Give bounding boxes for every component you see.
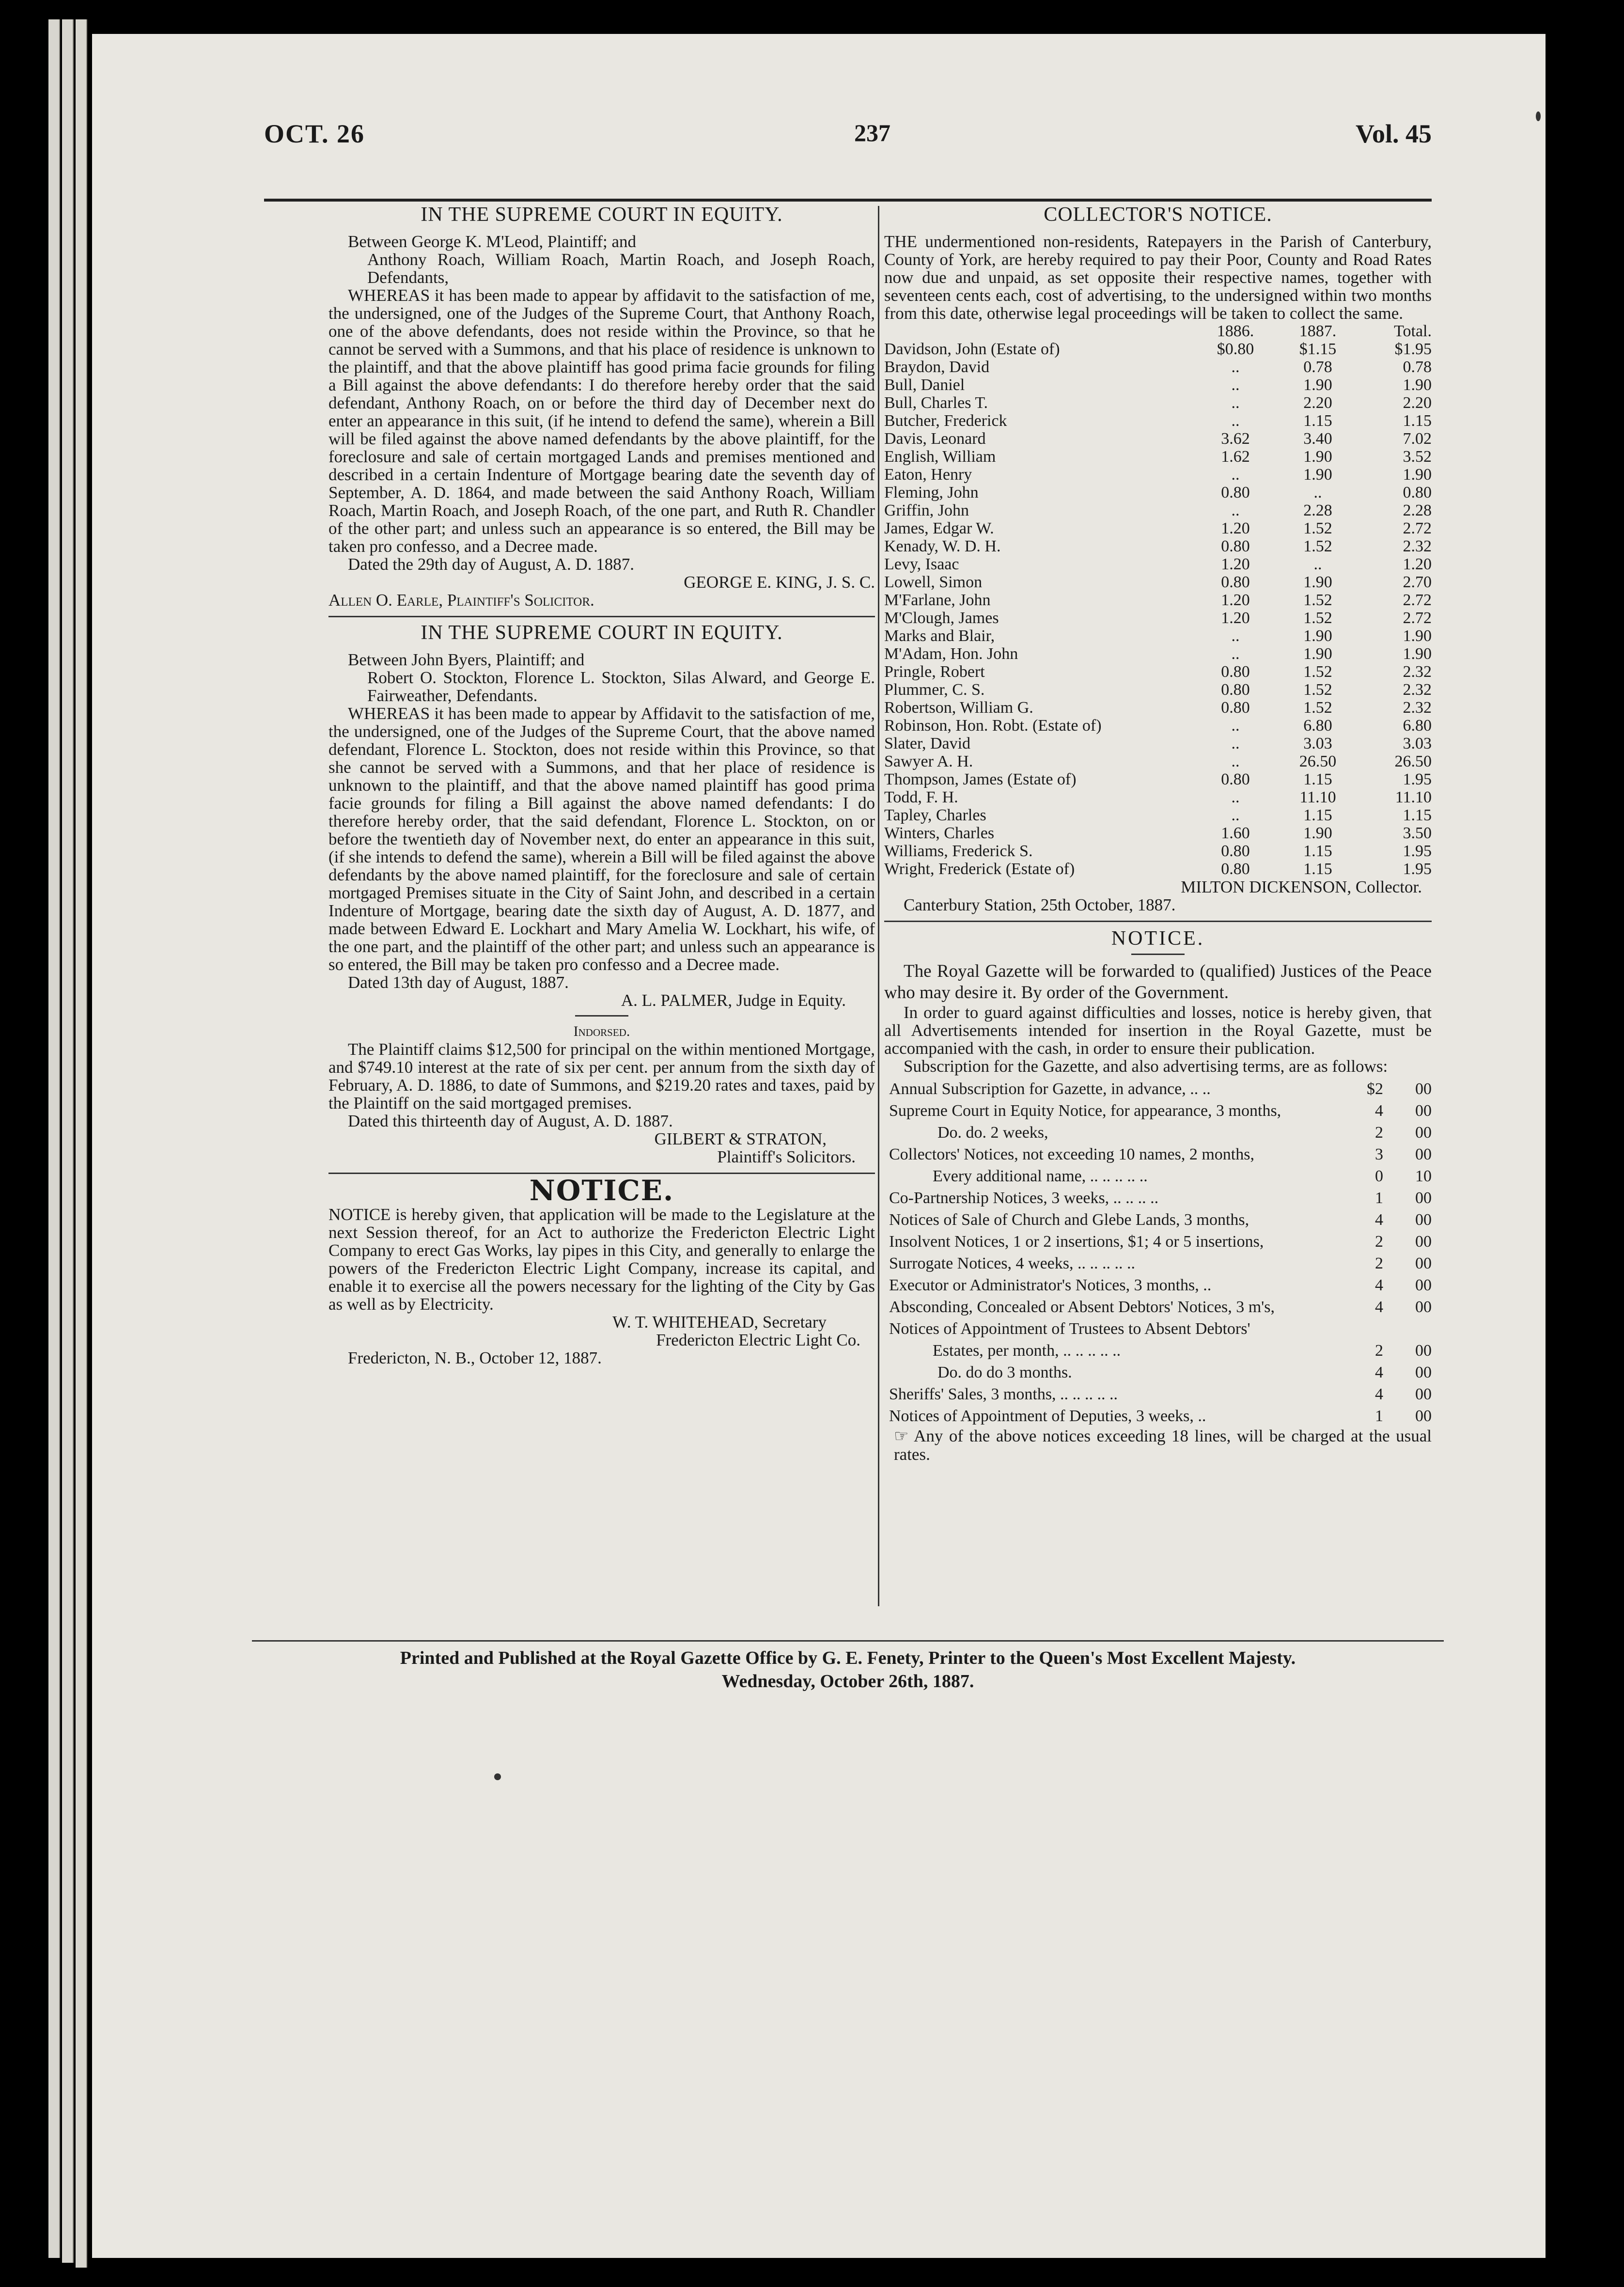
- cell-y1886: 3.62: [1221, 430, 1250, 448]
- cell-total: 2.72: [1403, 591, 1432, 609]
- notice-body: WHEREAS it has been made to appear by affidavit to the satisfaction of me, the undersigned, one of the Judges of the Supreme Court, that Anthony Roach, one of the above defendants, does not reside within the Province, so that he cannot be served with a Summons, and that his place of residence is unknown to the plaintiff, and that the above plaintiff has good prima facie grounds for filing a Bill against the above defendants: I do therefore hereby order that the said defendant, Anthony Roach, on or before the third day of December next do enter an appearance in this suit, (if he intend to defend the same), wherein a Bill will be filed against the above named defendants by the above plaintiff, for the foreclosure and sale of certain mortgaged Lands and premises mentioned and described in a certain Indenture of Mortgage bearing date the seventh day of September, A. D. 1864, and made between the said Anthony Roach, William Roach, Martin Roach, and Joseph Roach, of the one part, and Ruth R. Chandler of the other part; and unless such an appearance is so entered, the Bill may be taken pro confesso, and a Decree made.: [328, 286, 875, 556]
- table-row: [884, 627, 1432, 645]
- notice-dated: Dated 13th day of August, 1887.: [348, 973, 569, 992]
- cell-name: Thompson, James (Estate of): [884, 770, 1077, 788]
- pointing-hand-icon: ☞: [894, 1427, 909, 1445]
- cell-name: Bull, Daniel: [884, 376, 965, 394]
- rate-dollars: 2: [1375, 1233, 1383, 1251]
- cell-total: 1.90: [1403, 466, 1432, 484]
- cell-total: 1.90: [1403, 645, 1432, 663]
- cell-y1887: 1.90: [1303, 448, 1332, 466]
- cell-y1886: ..: [1231, 717, 1240, 735]
- rate-cents: 00: [1415, 1124, 1432, 1142]
- cell-total: 2.20: [1403, 394, 1432, 412]
- cell-total: 2.28: [1403, 501, 1432, 519]
- rate-cents: 00: [1415, 1233, 1432, 1251]
- cell-y1887: 1.52: [1303, 681, 1332, 699]
- cell-total: 11.10: [1395, 788, 1432, 806]
- cell-y1886: 1.20: [1221, 609, 1250, 627]
- table-row: [884, 394, 1432, 412]
- right-column: [884, 206, 1432, 1463]
- collector-signer: MILTON DICKENSON, Collector.: [1181, 877, 1422, 896]
- cell-y1887: 1.15: [1303, 842, 1332, 860]
- cell-name: Todd, F. H.: [884, 788, 958, 806]
- cell-total: 2.70: [1403, 573, 1432, 591]
- notice-judge: GEORGE E. KING, J. S. C.: [684, 573, 875, 592]
- rate-row: [884, 1231, 1432, 1253]
- cell-y1886: 0.80: [1221, 770, 1250, 788]
- cell-name: Williams, Frederick S.: [884, 842, 1033, 860]
- rate-desc: Do. do. 2 weeks,: [937, 1124, 1048, 1142]
- cell-y1886: ..: [1231, 735, 1240, 752]
- cell-y1887: 2.28: [1303, 501, 1332, 519]
- page-number: 237: [854, 119, 890, 146]
- rate-desc: Estates, per month, .. .. .. .. ..: [933, 1342, 1121, 1360]
- rate-desc: Annual Subscription for Gazette, in advance, .. ..: [889, 1080, 1211, 1098]
- cell-y1886: 1.20: [1221, 519, 1250, 537]
- cell-y1887: 1.15: [1303, 806, 1332, 824]
- rate-desc: Every additional name, .. .. .. .. ..: [933, 1167, 1148, 1185]
- rate-desc: Executor or Administrator's Notices, 3 months, ..: [889, 1276, 1212, 1294]
- cell-name: M'Farlane, John: [884, 591, 991, 609]
- table-row: [884, 717, 1432, 735]
- cell-y1886: 0.80: [1221, 484, 1250, 501]
- table-row: [884, 555, 1432, 573]
- notice-dated: Dated the 29th day of August, A. D. 1887.: [348, 555, 635, 574]
- table-row: [884, 681, 1432, 699]
- table-row: [884, 860, 1432, 878]
- rate-desc: Notices of Appointment of Deputies, 3 weeks, ..: [889, 1407, 1206, 1425]
- notice-signer: GILBERT & STRATON,: [654, 1129, 827, 1148]
- rate-desc: Insolvent Notices, 1 or 2 insertions, $1; 4 or 5 insertions,: [889, 1233, 1264, 1251]
- cell-y1887: 6.80: [1303, 717, 1332, 735]
- table-row: [884, 699, 1432, 717]
- rate-dollars: 3: [1375, 1145, 1383, 1163]
- cell-y1886: 0.80: [1221, 860, 1250, 878]
- notice-paragraph: The Royal Gazette will be forwarded to (qualified) Justices of the Peace who may desire it. By order of the Government.: [884, 961, 1432, 1003]
- cell-y1886: 1.60: [1221, 824, 1250, 842]
- rate-dollars: 2: [1375, 1342, 1383, 1360]
- rate-row: [884, 1209, 1432, 1231]
- column-header: 1886.: [1217, 322, 1254, 340]
- ink-speck: [1536, 111, 1541, 121]
- cell-y1887: 1.90: [1303, 824, 1332, 842]
- cell-total: 7.02: [1403, 430, 1432, 448]
- rate-row: [884, 1122, 1432, 1144]
- footer-rule: [252, 1640, 1444, 1642]
- rate-dollars: 4: [1375, 1276, 1383, 1294]
- cell-y1887: $1.15: [1299, 340, 1337, 358]
- rate-dollars: [1340, 1318, 1383, 1340]
- rate-rows: [884, 1078, 1432, 1427]
- cell-total: 2.72: [1403, 609, 1432, 627]
- cell-y1887: 1.90: [1303, 573, 1332, 591]
- cell-y1887: 1.52: [1303, 699, 1332, 717]
- rate-cents: 00: [1415, 1298, 1432, 1316]
- page-edge: [62, 19, 74, 2263]
- cell-y1886: ..: [1231, 358, 1240, 376]
- cell-total: 26.50: [1394, 752, 1432, 770]
- notice-body: WHEREAS it has been made to appear by Affidavit to the satisfaction of me, the undersigned, one of the Judges of the Supreme Court, that the above named defendant, Florence L. Stockton, does not reside within this Province, so that she cannot be served with a Summons, and that her place of residence is unknown to the plaintiff, and that the above named plaintiff has good prima facie grounds for filing a Bill against the above named defendants: I do therefore hereby order, that the said defendant, Florence L. Stockton, on or before the twentieth day of November next, do enter an appearance in this suit, (if she intends to defend the same), wherein a Bill will be filed against the above defendants by the above named plaintiff, for the foreclosure and sale of certain mortgaged Premises situate in the City of Saint John, and described in a certain Indenture of Mortgage, bearing date the sixth day of August, A. D. 1877, and made between Edward E. Lockhart and Mary Amelia W. Lockhart, his wife, of the one part, and the plaintiff of the other part; and unless such an appearance is so entered, the Bill may be taken pro confesso and a Decree made.: [328, 704, 875, 974]
- rate-cents: 00: [1415, 1211, 1432, 1229]
- rate-cents: 00: [1415, 1254, 1432, 1272]
- cell-name: Tapley, Charles: [884, 806, 986, 824]
- cell-name: Griffin, John: [884, 501, 969, 519]
- table-row: [884, 609, 1432, 627]
- cell-name: M'Clough, James: [884, 609, 999, 627]
- rate-dollars: 4: [1375, 1298, 1383, 1316]
- rate-row: [884, 1253, 1432, 1274]
- cell-y1887: 3.03: [1303, 735, 1332, 752]
- ink-speck: [494, 1773, 501, 1780]
- table-row: [884, 412, 1432, 430]
- rate-row: [884, 1100, 1432, 1122]
- rate-row: [884, 1405, 1432, 1427]
- cell-y1886: ..: [1231, 645, 1240, 663]
- cell-name: Fleming, John: [884, 484, 979, 501]
- left-column: [328, 206, 875, 1367]
- rate-desc: Supreme Court in Equity Notice, for appearance, 3 months,: [889, 1102, 1281, 1120]
- cell-name: Davis, Leonard: [884, 430, 986, 448]
- cell-total: 6.80: [1403, 717, 1432, 735]
- cell-total: $1.95: [1394, 340, 1432, 358]
- column-rule: [878, 206, 879, 1606]
- rate-desc: Notices of Sale of Church and Glebe Lands, 3 months,: [889, 1211, 1249, 1229]
- rate-row: [884, 1274, 1432, 1296]
- table-row: [884, 340, 1432, 358]
- cell-y1886: ..: [1231, 627, 1240, 645]
- collector-title: COLLECTOR'S NOTICE.: [1044, 204, 1272, 226]
- cell-name: Bull, Charles T.: [884, 394, 988, 412]
- cell-total: 1.20: [1403, 555, 1432, 573]
- notice-paragraph: In order to guard against difficulties and losses, notice is hereby given, that all Advertisements intended for insertion in the Royal Gazette, must be accompanied with the cash, in order to ensure their publication.: [884, 1003, 1432, 1058]
- cell-total: 2.32: [1403, 681, 1432, 699]
- cell-y1887: 1.90: [1303, 376, 1332, 394]
- cell-y1886: 0.80: [1221, 681, 1250, 699]
- table-row: [884, 752, 1432, 770]
- rate-cents: [1383, 1318, 1432, 1340]
- rate-cents: 00: [1415, 1363, 1432, 1381]
- cell-y1886: 0.80: [1221, 537, 1250, 555]
- rate-desc: Co-Partnership Notices, 3 weeks, .. .. .. ..: [889, 1189, 1159, 1207]
- cell-total: 1.90: [1403, 376, 1432, 394]
- rate-cents: 00: [1415, 1145, 1432, 1163]
- cell-total: 3.52: [1403, 448, 1432, 466]
- cell-y1887: 1.15: [1303, 412, 1332, 430]
- cell-y1887: 2.20: [1303, 394, 1332, 412]
- column-header: Total.: [1394, 322, 1432, 340]
- cell-total: 2.32: [1403, 537, 1432, 555]
- cell-name: Levy, Isaac: [884, 555, 959, 573]
- rate-desc: Notices of Appointment of Trustees to Absent Debtors': [889, 1320, 1250, 1338]
- cell-y1886: ..: [1231, 788, 1240, 806]
- cell-name: Davidson, John (Estate of): [884, 340, 1060, 358]
- notice-signer: W. T. WHITEHEAD, Secretary: [612, 1313, 827, 1331]
- column-header: 1887.: [1299, 322, 1337, 340]
- notice-signer: Fredericton Electric Light Co.: [656, 1331, 860, 1349]
- cell-y1886: ..: [1231, 806, 1240, 824]
- notice-paragraph: Subscription for the Gazette, and also advertising terms, are as follows:: [904, 1057, 1388, 1076]
- rate-row: [884, 1078, 1432, 1100]
- table-row: [884, 537, 1432, 555]
- notice-place: Fredericton, N. B., October 12, 1887.: [348, 1348, 602, 1367]
- footnote-text: Any of the above notices exceeding 18 lines, will be charged at the usual rates.: [894, 1426, 1432, 1464]
- cell-y1887: 1.52: [1303, 663, 1332, 681]
- header-rule: [264, 199, 1432, 202]
- cell-total: 0.80: [1403, 484, 1432, 501]
- cell-y1886: ..: [1231, 752, 1240, 770]
- cell-y1886: 1.20: [1221, 591, 1250, 609]
- rate-dollars: 2: [1375, 1124, 1383, 1142]
- collector-place: Canterbury Station, 25th October, 1887.: [904, 895, 1176, 914]
- rate-cents: 00: [1415, 1102, 1432, 1120]
- page-header: [264, 119, 1432, 162]
- table-row: [884, 663, 1432, 681]
- rate-row: [884, 1383, 1432, 1405]
- rate-desc: Do. do do 3 months.: [937, 1363, 1072, 1381]
- cell-y1886: ..: [1231, 501, 1240, 519]
- rate-row: [884, 1165, 1432, 1187]
- cell-y1886: 0.80: [1221, 663, 1250, 681]
- notice-parties: Between John Byers, Plaintiff; and: [348, 650, 585, 669]
- imprint-line: Printed and Published at the Royal Gazette Office by G. E. Fenety, Printer to the Queen's Most Excellent Majesty.: [400, 1648, 1296, 1668]
- cell-y1887: 1.52: [1303, 591, 1332, 609]
- cell-y1887: 11.10: [1299, 788, 1336, 806]
- rate-desc: Surrogate Notices, 4 weeks, .. .. .. .. ..: [889, 1254, 1136, 1272]
- rate-row: [884, 1187, 1432, 1209]
- cell-name: M'Adam, Hon. John: [884, 645, 1018, 663]
- cell-name: English, William: [884, 448, 996, 466]
- table-row: [884, 358, 1432, 376]
- page-edge: [48, 19, 60, 2258]
- cell-y1887: ..: [1313, 484, 1322, 501]
- notice-separator: [884, 921, 1432, 922]
- cell-name: Butcher, Frederick: [884, 412, 1007, 430]
- cell-name: Eaton, Henry: [884, 466, 972, 484]
- cell-y1887: 0.78: [1303, 358, 1332, 376]
- cell-name: Lowell, Simon: [884, 573, 983, 591]
- notice-dated: Dated this thirteenth day of August, A. D. 1887.: [348, 1112, 673, 1130]
- notice-separator: [328, 616, 875, 617]
- rate-dollars: 2: [1375, 1254, 1383, 1272]
- page-edge: [76, 19, 87, 2268]
- table-row: [884, 484, 1432, 501]
- table-row: [884, 430, 1432, 448]
- table-row: [884, 806, 1432, 824]
- table-row: [884, 591, 1432, 609]
- rate-dollars: 1: [1375, 1407, 1383, 1425]
- cell-name: Sawyer A. H.: [884, 752, 973, 770]
- rate-dollars: 0: [1375, 1167, 1383, 1185]
- indorsed-body: The Plaintiff claims $12,500 for principal on the within mentioned Mortgage, and $749.10 interest at the rate of six per cent. per annum from the sixth day of February, A. D. 1886, to date of Summons, and $219.20 rates and taxes, paid by the Plaintiff on the said mortgaged premises.: [328, 1040, 875, 1112]
- cell-y1886: $0.80: [1217, 340, 1254, 358]
- rate-desc: Collectors' Notices, not exceeding 10 names, 2 months,: [889, 1145, 1254, 1163]
- table-row: [884, 770, 1432, 788]
- rate-row: [884, 1144, 1432, 1165]
- notice-judge: A. L. PALMER, Judge in Equity.: [621, 991, 846, 1010]
- cell-total: 3.50: [1403, 824, 1432, 842]
- cell-name: Winters, Charles: [884, 824, 995, 842]
- cell-y1887: 1.52: [1303, 537, 1332, 555]
- cell-y1887: 1.15: [1303, 770, 1332, 788]
- cell-total: 3.03: [1403, 735, 1432, 752]
- cell-total: 0.78: [1403, 358, 1432, 376]
- table-row: [884, 735, 1432, 752]
- cell-name: Slater, David: [884, 735, 971, 752]
- table-row: [884, 645, 1432, 663]
- cell-total: 1.95: [1403, 860, 1432, 878]
- cell-total: 1.90: [1403, 627, 1432, 645]
- notice-body: NOTICE is hereby given, that application will be made to the Legislature at the next Session thereof, for an Act to authorize the Fredericton Electric Light Company to erect Gas Works, lay pipes in this City, and generally to enlarge the powers of the Fredericton Electric Light Company, increase its capital, and enable it to exercise all the powers necessary for the lighting of the City by Gas as well as by Electricity.: [328, 1205, 875, 1314]
- cell-y1886: 1.20: [1221, 555, 1250, 573]
- collector-rows: [884, 340, 1432, 878]
- collector-table: [884, 322, 1432, 878]
- cell-y1887: 1.90: [1303, 645, 1332, 663]
- notice-title: IN THE SUPREME COURT IN EQUITY.: [421, 204, 783, 226]
- cell-y1887: 1.52: [1303, 519, 1332, 537]
- table-row: [884, 842, 1432, 860]
- cell-total: 1.95: [1403, 842, 1432, 860]
- rate-dollars: 4: [1375, 1211, 1383, 1229]
- table-row: [884, 376, 1432, 394]
- cell-total: 1.95: [1403, 770, 1432, 788]
- notice-title: NOTICE.: [1111, 927, 1205, 950]
- notice-solicitor: Allen O. Earle, Plaintiff's Solicitor.: [328, 591, 594, 610]
- cell-name: Marks and Blair,: [884, 627, 995, 645]
- rate-dollars: 1: [1375, 1189, 1383, 1207]
- table-row: [884, 501, 1432, 519]
- short-rule: [575, 1015, 628, 1017]
- rate-row: [884, 1318, 1432, 1340]
- cell-y1886: ..: [1231, 376, 1240, 394]
- cell-y1887: 3.40: [1303, 430, 1332, 448]
- rate-cents: 00: [1415, 1189, 1432, 1207]
- notice-parties: Between George K. M'Leod, Plaintiff; and: [348, 232, 637, 251]
- rate-cents: 00: [1415, 1080, 1432, 1098]
- cell-y1887: 1.15: [1303, 860, 1332, 878]
- cell-y1886: ..: [1231, 466, 1240, 484]
- cell-y1887: ..: [1313, 555, 1322, 573]
- short-rule: [1131, 954, 1185, 955]
- rate-cents: 00: [1415, 1407, 1432, 1425]
- rates-footnote: [884, 1427, 1432, 1463]
- table-row: [884, 448, 1432, 466]
- cell-y1886: 0.80: [1221, 573, 1250, 591]
- cell-name: Robinson, Hon. Robt. (Estate of): [884, 717, 1102, 735]
- notice-signer: Plaintiff's Solicitors.: [717, 1147, 856, 1166]
- rate-desc: Sheriffs' Sales, 3 months, .. .. .. .. ..: [889, 1385, 1118, 1403]
- rate-cents: 10: [1415, 1167, 1432, 1185]
- rate-dollars: $2: [1367, 1080, 1383, 1098]
- rate-desc: Absconding, Concealed or Absent Debtors' Notices, 3 m's,: [889, 1298, 1275, 1316]
- cell-y1886: 0.80: [1221, 699, 1250, 717]
- imprint: [252, 1646, 1444, 1693]
- table-header: [884, 322, 1432, 340]
- header-date: OCT. 26: [264, 119, 365, 148]
- notice-title: NOTICE.: [529, 1174, 674, 1207]
- rate-cents: 00: [1415, 1276, 1432, 1294]
- rate-dollars: 4: [1375, 1363, 1383, 1381]
- notice-parties: Anthony Roach, William Roach, Martin Roach, and Joseph Roach, Defendants,: [367, 250, 875, 287]
- cell-y1887: 1.90: [1303, 466, 1332, 484]
- cell-y1886: ..: [1231, 394, 1240, 412]
- cell-y1886: 0.80: [1221, 842, 1250, 860]
- collector-intro: THE undermentioned non-residents, Ratepayers in the Parish of Canterbury, County of York, are hereby required to pay their Poor, County and Road Rates now due and unpaid, as set opposite their respective names, together with seventeen cents each, cost of advertising, to the undersigned within two months from this date, otherwise legal proceedings will be taken to collect the same.: [884, 232, 1432, 323]
- cell-y1887: 1.90: [1303, 627, 1332, 645]
- cell-total: 1.15: [1403, 806, 1432, 824]
- cell-name: Kenady, W. D. H.: [884, 537, 1001, 555]
- rate-row: [884, 1296, 1432, 1318]
- cell-name: Plummer, C. S.: [884, 681, 985, 699]
- cell-total: 1.15: [1403, 412, 1432, 430]
- rate-dollars: 4: [1375, 1385, 1383, 1403]
- rate-cents: 00: [1415, 1342, 1432, 1360]
- rate-dollars: 4: [1375, 1102, 1383, 1120]
- table-row: [884, 824, 1432, 842]
- table-row: [884, 788, 1432, 806]
- cell-total: 2.72: [1403, 519, 1432, 537]
- cell-y1886: ..: [1231, 412, 1240, 430]
- cell-name: Braydon, David: [884, 358, 990, 376]
- cell-total: 2.32: [1403, 663, 1432, 681]
- cell-y1887: 1.52: [1303, 609, 1332, 627]
- cell-y1886: 1.62: [1221, 448, 1250, 466]
- notice-title: IN THE SUPREME COURT IN EQUITY.: [421, 622, 783, 644]
- cell-total: 2.32: [1403, 699, 1432, 717]
- rate-row: [884, 1340, 1432, 1362]
- cell-name: James, Edgar W.: [884, 519, 994, 537]
- notice-parties: Robert O. Stockton, Florence L. Stockton, Silas Alward, and George E. Fairweather, Defendants.: [367, 668, 875, 705]
- cell-name: Pringle, Robert: [884, 663, 985, 681]
- volume-number: Vol. 45: [1355, 119, 1432, 148]
- indorsed-heading: Indorsed.: [573, 1023, 630, 1039]
- cell-name: Robertson, William G.: [884, 699, 1033, 717]
- table-row: [884, 466, 1432, 484]
- cell-y1887: 26.50: [1299, 752, 1337, 770]
- rate-row: [884, 1362, 1432, 1383]
- rate-cents: 00: [1415, 1385, 1432, 1403]
- cell-name: Wright, Frederick (Estate of): [884, 860, 1075, 878]
- rates-table: [884, 1078, 1432, 1427]
- table-row: [884, 573, 1432, 591]
- table-row: [884, 519, 1432, 537]
- imprint-line: Wednesday, October 26th, 1887.: [721, 1671, 974, 1692]
